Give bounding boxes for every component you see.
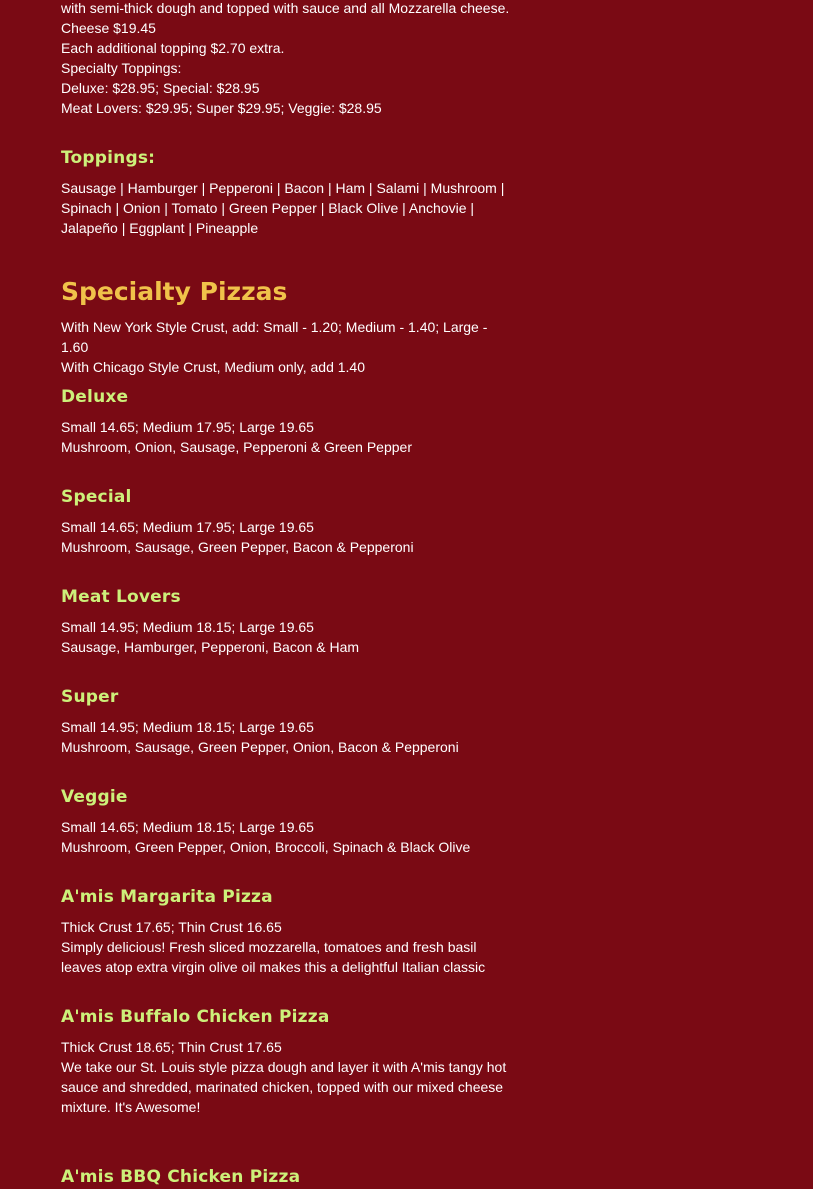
pizza-item <box>61 787 521 857</box>
pizza-description: We take our St. Louis style pizza dough and layer it with A'mis tangy hot <box>61 1059 507 1075</box>
pizza-item <box>61 387 521 457</box>
pizza-name: Meat Lovers <box>61 587 181 607</box>
specialty-pizzas-title: Specialty Pizzas <box>61 277 288 306</box>
pizza-prices: Thick Crust 18.65; Thin Crust 17.65 <box>61 1039 282 1055</box>
pizza-name: Special <box>61 487 132 507</box>
pizza-prices: Thick Crust 17.65; Thin Crust 16.65 <box>61 919 282 935</box>
specialty-prices-1: Deluxe: $28.95; Special: $28.95 <box>61 80 260 96</box>
pizza-item <box>61 687 521 757</box>
pizza-name: A'mis Margarita Pizza <box>61 887 273 907</box>
pizza-description: Mushroom, Sausage, Green Pepper, Bacon & Pepperoni <box>61 539 414 555</box>
ny-crust-line: 1.60 <box>61 339 89 355</box>
specialty-prices-2: Meat Lovers: $29.95; Super $29.95; Veggie: $28.95 <box>61 100 382 116</box>
pizza-description: Mushroom, Sausage, Green Pepper, Onion, Bacon & Pepperoni <box>61 739 459 755</box>
toppings-heading: Toppings: <box>61 148 156 168</box>
pizza-name: Veggie <box>61 787 128 807</box>
toppings-list <box>61 178 521 238</box>
pizza-description: sauce and shredded, marinated chicken, topped with our mixed cheese <box>61 1079 504 1095</box>
pizza-name: Deluxe <box>61 387 129 407</box>
pizza-description: Mushroom, Onion, Sausage, Pepperoni & Green Pepper <box>61 439 412 455</box>
toppings-line: Spinach | Onion | Tomato | Green Pepper | Black Olive | Anchovie | <box>61 200 474 216</box>
intro-block <box>61 0 521 118</box>
pizza-name: A'mis Buffalo Chicken Pizza <box>61 1007 330 1027</box>
intro-line: with semi-thick dough and topped with sauce and all Mozzarella cheese. <box>61 0 510 16</box>
pizza-description: Mushroom, Green Pepper, Onion, Broccoli, Spinach & Black Olive <box>61 839 471 855</box>
chicago-crust-line: With Chicago Style Crust, Medium only, add 1.40 <box>61 359 365 375</box>
pizza-prices: Small 14.65; Medium 17.95; Large 19.65 <box>61 519 314 535</box>
topping-extra-price: Each additional topping $2.70 extra. <box>61 40 285 56</box>
toppings-line: Jalapeño | Eggplant | Pineapple <box>61 220 259 236</box>
pizza-item <box>61 587 521 657</box>
ny-crust-line: With New York Style Crust, add: Small - 1.20; Medium - 1.40; Large - <box>61 319 488 335</box>
pizza-prices: Small 14.65; Medium 18.15; Large 19.65 <box>61 819 314 835</box>
pizza-name: Super <box>61 687 119 707</box>
pizza-description: leaves atop extra virgin olive oil makes this a delightful Italian classic <box>61 959 486 975</box>
pizza-prices: Small 14.95; Medium 18.15; Large 19.65 <box>61 719 314 735</box>
pizza-prices: Small 14.95; Medium 18.15; Large 19.65 <box>61 619 314 635</box>
specialty-toppings-label: Specialty Toppings: <box>61 60 182 76</box>
crust-options <box>61 317 513 377</box>
pizza-item <box>61 487 521 557</box>
pizza-item <box>61 887 521 977</box>
pizza-description: Simply delicious! Fresh sliced mozzarella, tomatoes and fresh basil <box>61 939 477 955</box>
pizza-description: mixture. It's Awesome! <box>61 1099 201 1115</box>
pizza-description: Sausage, Hamburger, Pepperoni, Bacon & Ham <box>61 639 360 655</box>
pizza-item <box>61 1167 521 1187</box>
pizza-name: A'mis BBQ Chicken Pizza <box>61 1167 301 1187</box>
pizza-item <box>61 1007 521 1117</box>
pizza-prices: Small 14.65; Medium 17.95; Large 19.65 <box>61 419 314 435</box>
toppings-line: Sausage | Hamburger | Pepperoni | Bacon | Ham | Salami | Mushroom | <box>61 180 505 196</box>
cheese-price: Cheese $19.45 <box>61 20 156 36</box>
